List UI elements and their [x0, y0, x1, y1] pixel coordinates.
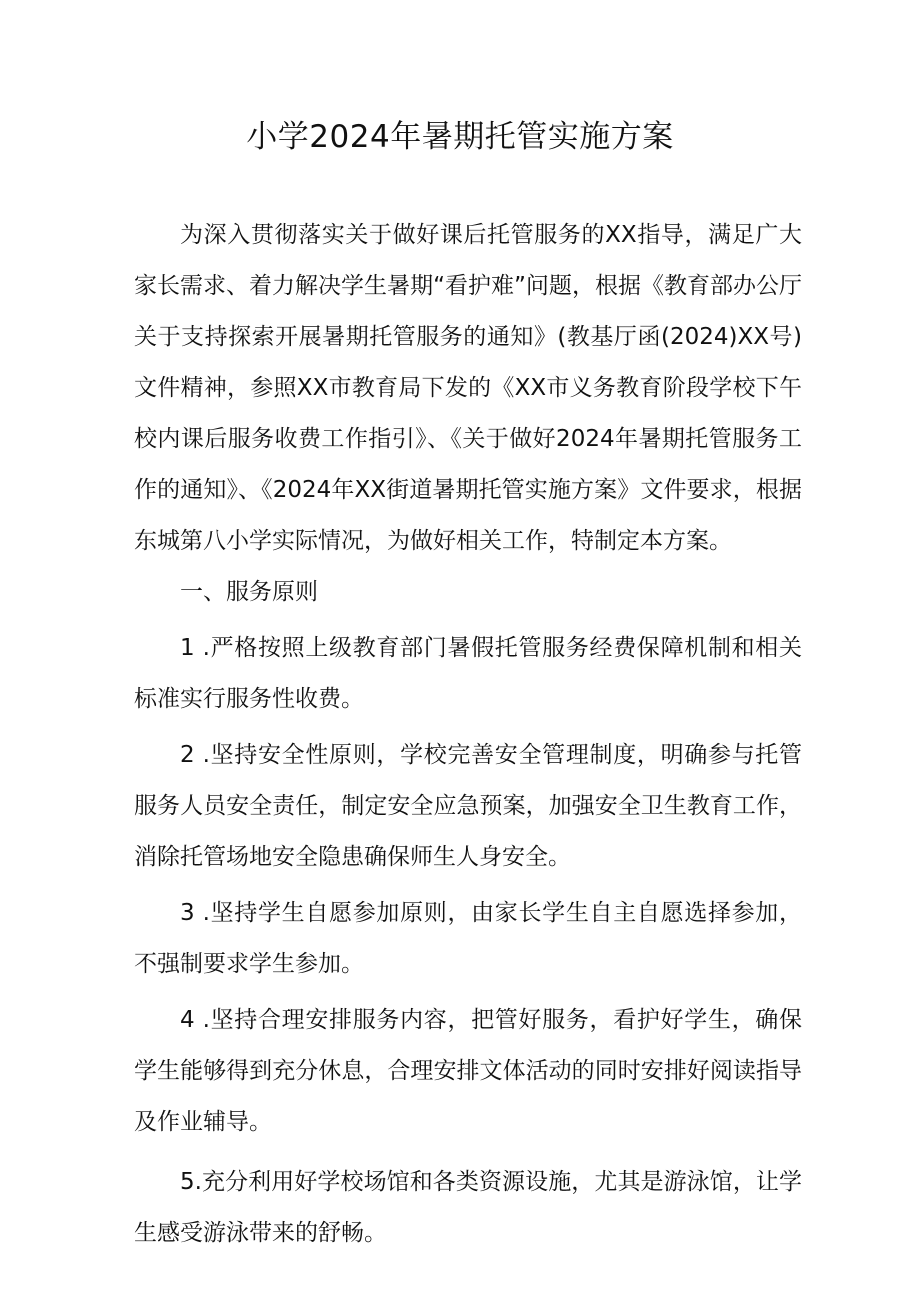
principle-item-5: 5.充分利用好学校场馆和各类资源设施，尤其是游泳馆，让学生感受游泳带来的舒畅。 — [134, 1169, 802, 1246]
document-title: 小学2024年暑期托管实施方案 — [246, 119, 674, 155]
section-heading-service-principles: 一、服务原则 — [180, 579, 318, 605]
principle-item-3: 3 .坚持学生自愿参加原则，由家长学生自主自愿选择参加，不强制要求学生参加。 — [134, 900, 802, 977]
principle-item-4: 4 .坚持合理安排服务内容，把管好服务，看护好学生，确保学生能够得到充分休息，合理安排文体活动的同时安排好阅读指导及作业辅导。 — [134, 1007, 802, 1135]
intro-paragraph: 为深入贯彻落实关于做好课后托管服务的XX指导，满足广大家长需求、着力解决学生暑期“看护难”问题，根据《教育部办公厅关于支持探索开展暑期托管服务的通知》(教基厅函(2024)XX号)文件精神，参照XX市教育局下发的《XX市义务教育阶段学校下午校内课后服务收费工作指引》、《关于做好2024年暑期托管服务工作的通知》、《2024年XX街道暑期托管实施方案》文件要求，根据东城第八小学实际情况，为做好相关工作，特制定本方案。 — [134, 222, 802, 554]
principle-item-1: 1 .严格按照上级教育部门暑假托管服务经费保障机制和相关标准实行服务性收费。 — [134, 635, 802, 712]
document-body — [134, 210, 802, 1259]
principle-item-2: 2 .坚持安全性原则，学校完善安全管理制度，明确参与托管服务人员安全责任，制定安全应急预案，加强安全卫生教育工作，消除托管场地安全隐患确保师生人身安全。 — [134, 742, 802, 870]
